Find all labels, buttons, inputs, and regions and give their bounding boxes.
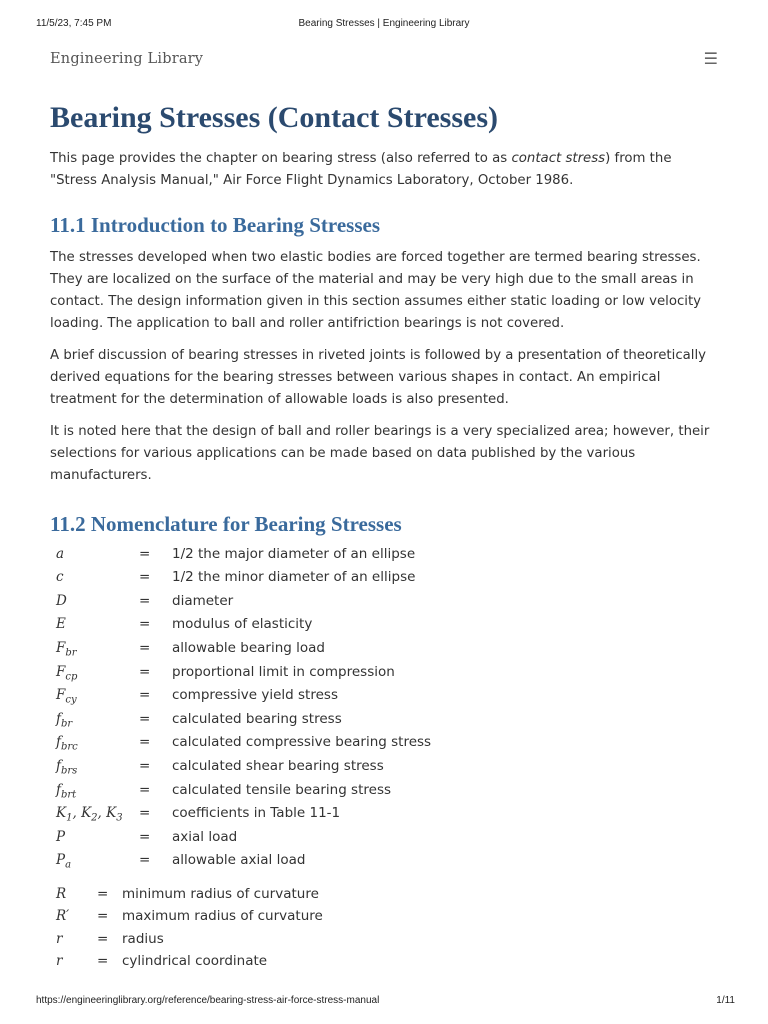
nomenclature-row <box>50 953 720 976</box>
nomenclature-symbol: r <box>56 930 63 947</box>
nomenclature-symbol: $F_{cy}$ <box>56 687 77 706</box>
nomenclature-description: minimum radius of curvature <box>122 885 319 902</box>
intro-body-paragraph: It is noted here that the design of ball and roller bearings is a very specialized area; however, their selections for various applications can be made based on data published by the various manufacturers. <box>50 423 710 484</box>
section-heading-nomenclature: 11.2 Nomenclature for Bearing Stresses <box>50 511 402 536</box>
nomenclature-symbol: c <box>56 569 64 586</box>
equals-sign: = <box>139 663 151 680</box>
nomenclature-symbol: $f_{br}$ <box>56 710 73 730</box>
equals-sign: = <box>139 569 151 586</box>
nomenclature-description: calculated compressive bearing stress <box>172 734 432 751</box>
nomenclature-description: modulus of elasticity <box>172 616 313 633</box>
print-date: 11/5/23, 7:45 PM <box>36 18 112 29</box>
nomenclature-row <box>50 569 720 593</box>
nomenclature-row <box>50 782 720 806</box>
nomenclature-table-continued <box>50 886 720 976</box>
intro-paragraph: This page provides the chapter on bearing stress (also referred to as contact stress) from the "Stress Analysis Manual," Air Force Flight Dynamics Laboratory, October 1986. <box>50 151 672 189</box>
nomenclature-symbol: $f_{brc}$ <box>56 734 78 753</box>
nomenclature-symbol: $K_1$, $K_2$, $K_3$ <box>56 805 123 824</box>
nomenclature-row <box>50 593 720 617</box>
nomenclature-symbol: D <box>56 592 67 609</box>
nomenclature-symbol: E <box>56 616 66 633</box>
article <box>50 100 720 976</box>
nomenclature-row <box>50 546 720 570</box>
equals-sign: = <box>139 639 151 656</box>
nomenclature-row <box>50 852 720 876</box>
equals-sign: = <box>139 805 151 822</box>
nomenclature-row <box>50 829 720 853</box>
nomenclature-table <box>50 546 720 876</box>
nomenclature-row <box>50 931 720 954</box>
section-heading-introduction: 11.1 Introduction to Bearing Stresses <box>50 212 380 237</box>
nomenclature-row <box>50 805 720 829</box>
nomenclature-description: calculated bearing stress <box>172 710 342 727</box>
equals-sign: = <box>97 953 109 970</box>
nomenclature-description: 1/2 the minor diameter of an ellipse <box>172 569 416 586</box>
nomenclature-symbol: $f_{brs}$ <box>56 757 78 777</box>
equals-sign: = <box>139 687 151 704</box>
nomenclature-symbol: R′ <box>56 908 70 925</box>
nomenclature-description: cylindrical coordinate <box>122 953 268 970</box>
nomenclature-description: allowable bearing load <box>172 639 325 656</box>
equals-sign: = <box>139 616 151 633</box>
equals-sign: = <box>139 781 151 798</box>
nomenclature-symbol: R <box>56 885 67 902</box>
equals-sign: = <box>97 885 109 902</box>
nomenclature-row <box>50 908 720 931</box>
print-footer <box>0 995 768 1009</box>
equals-sign: = <box>139 592 151 609</box>
nomenclature-description: 1/2 the major diameter of an ellipse <box>172 545 416 562</box>
print-url: https://engineeringlibrary.org/reference/bearing-stress-air-force-stress-manual <box>36 995 380 1006</box>
nomenclature-symbol: $f_{brt}$ <box>56 781 77 801</box>
nomenclature-symbol: P <box>56 828 66 845</box>
equals-sign: = <box>97 908 109 925</box>
nomenclature-symbol: r <box>56 953 63 970</box>
nomenclature-description: calculated shear bearing stress <box>172 757 384 774</box>
nomenclature-description: axial load <box>172 828 238 845</box>
nomenclature-row <box>50 886 720 909</box>
nomenclature-row <box>50 687 720 711</box>
nomenclature-symbol: $F_{cp}$ <box>56 663 78 683</box>
equals-sign: = <box>139 710 151 727</box>
site-brand-link[interactable]: Engineering Library <box>50 51 204 67</box>
intro-body-paragraph: The stresses developed when two elastic bodies are forced together are termed bearing stresses. They are localized on the surface of the material and may be very high due to the small areas in contact. The design information given in this section assumes either static loading or low velocity loading. The application to ball and roller antifriction bearings is not covered. <box>50 249 702 332</box>
nomenclature-row <box>50 640 720 664</box>
nomenclature-description: allowable axial load <box>172 852 306 869</box>
print-page-title: Bearing Stresses | Engineering Library <box>298 18 470 29</box>
intro-body-paragraph: A brief discussion of bearing stresses in riveted joints is followed by a presentation of theoretically derived equations for the bearing stresses between various shapes in contact. An empirical treatment for the determination of allowable loads is also presented. <box>50 347 707 408</box>
nomenclature-row <box>50 734 720 758</box>
equals-sign: = <box>139 734 151 751</box>
nomenclature-description: calculated tensile bearing stress <box>172 781 392 798</box>
nomenclature-description: compressive yield stress <box>172 687 338 704</box>
nomenclature-row <box>50 758 720 782</box>
equals-sign: = <box>139 852 151 869</box>
page-title: Bearing Stresses (Contact Stresses) <box>50 101 498 134</box>
hamburger-menu-icon[interactable]: ☰ <box>703 49 718 68</box>
equals-sign: = <box>139 828 151 845</box>
equals-sign: = <box>97 930 109 947</box>
nomenclature-symbol: $P_a$ <box>56 852 72 871</box>
nomenclature-description: maximum radius of curvature <box>122 908 323 925</box>
nomenclature-row <box>50 616 720 640</box>
nomenclature-row <box>50 664 720 688</box>
nomenclature-description: diameter <box>172 592 234 609</box>
print-header <box>0 18 768 32</box>
print-page-number: 1/11 <box>716 995 735 1006</box>
nomenclature-description: proportional limit in compression <box>172 663 395 680</box>
equals-sign: = <box>139 757 151 774</box>
nomenclature-description: coefficients in Table 11-1 <box>172 805 341 822</box>
nomenclature-symbol: a <box>56 545 65 562</box>
site-header <box>50 48 718 70</box>
nomenclature-symbol: $F_{br}$ <box>56 639 77 659</box>
nomenclature-row <box>50 711 720 735</box>
equals-sign: = <box>139 545 151 562</box>
nomenclature-description: radius <box>122 930 164 947</box>
